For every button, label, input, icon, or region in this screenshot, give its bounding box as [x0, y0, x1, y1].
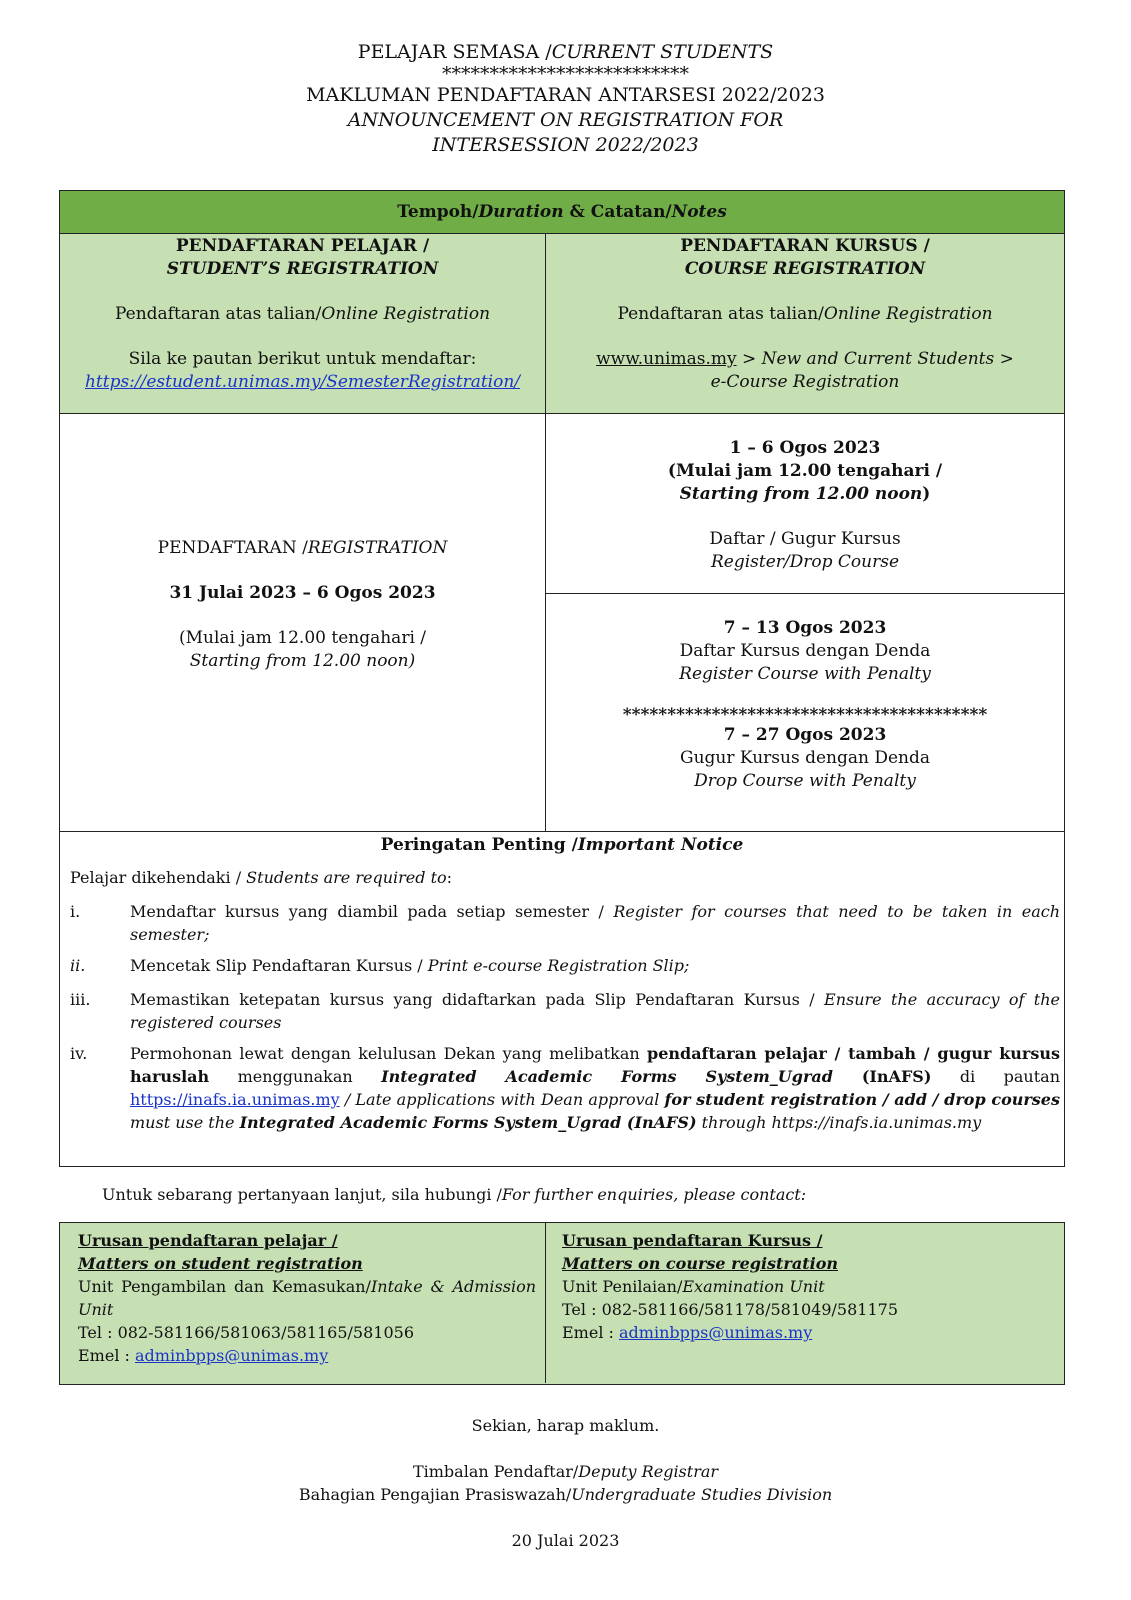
document-header [0, 40, 1131, 158]
period-2-action-en: Register Course with Penalty [679, 664, 931, 684]
email-link[interactable]: adminbpps@unimas.my [619, 1323, 813, 1342]
course-reg-title: PENDAFTARAN KURSUS / [680, 236, 930, 256]
course-reg-path: www.unimas.my > New and Current Students > [596, 349, 1014, 369]
course-reg-title-en: COURSE REGISTRATION [684, 259, 926, 279]
period-1-action-ms: Daftar / Gugur Kursus [709, 529, 901, 549]
contact-left-title: Urusan pendaftaran pelajar / [78, 1231, 338, 1250]
student-reg-title-en: STUDENT’S REGISTRATION [166, 259, 439, 279]
header-stars: ************************** [442, 63, 689, 85]
period-1-time-ms: (Mulai jam 12.00 tengahari / [667, 461, 943, 481]
inafs-link[interactable]: https://inafs.ia.unimas.my [130, 1090, 340, 1109]
course-registration-contact [562, 1229, 1052, 1344]
student-registration-cell [60, 235, 545, 394]
unimas-site-link[interactable]: www.unimas.my [596, 349, 737, 369]
email-link[interactable]: adminbpps@unimas.my [135, 1346, 329, 1365]
divider [545, 593, 1064, 594]
contact-left-title-en: Matters on student registration [78, 1254, 363, 1273]
contact-left-tel: Tel : 082-581166/581063/581165/581056 [78, 1323, 415, 1342]
signature-block [0, 1414, 1131, 1552]
student-reg-title: PENDAFTARAN PELAJAR / [175, 236, 430, 256]
registration-period-cell [60, 537, 545, 673]
announcement-title-en-2: INTERSESSION 2022/2023 [432, 134, 699, 156]
table-header-bar: Tempoh/Duration & Catatan/Notes [60, 191, 1064, 233]
registration-label: PENDAFTARAN /REGISTRATION [157, 538, 448, 558]
period-3-dates: 7 – 27 Ogos 2023 [723, 725, 887, 745]
registration-time-ms: (Mulai jam 12.00 tengahari / [178, 628, 427, 648]
contact-right-title: Urusan pendaftaran Kursus / [562, 1231, 823, 1250]
notice-title: Peringatan Penting /Important Notice [380, 835, 744, 855]
course-online-registration: Pendaftaran atas talian/Online Registration [617, 304, 993, 324]
contact-right-email: Emel : adminbpps@unimas.my [562, 1323, 813, 1342]
student-reg-instruction: Sila ke pautan berikut untuk mendaftar: [128, 349, 477, 369]
course-period-2-cell [546, 617, 1064, 793]
period-2-action-ms: Daftar Kursus dengan Denda [679, 641, 931, 661]
notice-intro: Pelajar dikehendaki / Students are required to: [70, 868, 453, 887]
student-registration-link[interactable]: https://estudent.unimas.my/SemesterRegistration/ [84, 372, 521, 392]
notice-item-number: iii. [70, 990, 91, 1009]
contact-left-email: Emel : adminbpps@unimas.my [78, 1346, 329, 1365]
course-registration-cell [546, 235, 1064, 394]
period-1-action-en: Register/Drop Course [710, 552, 900, 572]
divider [60, 233, 1064, 234]
notice-item-late-application: Permohonan lewat dengan kelulusan Dekan yang melibatkan pendaftaran pelajar / tambah / gugur kursus haruslah menggunakan Integrated Academic Forms System_Ugrad (InAFS) di pautan https://inafs.ia.unimas.my / Late applications with Dean approval for student registration / add / drop courses must use the Integrated Academic Forms System_Ugrad (InAFS) through https://inafs.ia.unimas.my [130, 1044, 1061, 1132]
notice-item: Mencetak Slip Pendaftaran Kursus / Print e-course Registration Slip; [130, 956, 690, 975]
document-date: 20 Julai 2023 [511, 1531, 620, 1550]
registration-table [59, 190, 1065, 832]
contact-right-title-en: Matters on course registration [562, 1254, 838, 1273]
contact-right-unit: Unit Penilaian/Examination Unit [562, 1277, 825, 1296]
period-1-dates: 1 – 6 Ogos 2023 [729, 438, 881, 458]
divider [545, 1223, 546, 1383]
period-3-action-en: Drop Course with Penalty [694, 771, 916, 791]
signatory-division: Bahagian Pengajian Prasiswazah/Undergraduate Studies Division [298, 1485, 833, 1504]
period-separator: ***************************************** [622, 705, 988, 725]
enquiry-line: Untuk sebarang pertanyaan lanjut, sila hubungi /For further enquiries, please contact: [102, 1185, 807, 1204]
registration-dates: 31 Julai 2023 – 6 Ogos 2023 [169, 583, 436, 603]
period-1-time-en: Starting from 12.00 noon) [679, 484, 931, 504]
period-3-action-ms: Gugur Kursus dengan Denda [679, 748, 930, 768]
closing-line: Sekian, harap maklum. [471, 1416, 660, 1435]
notice-item-number: ii. [70, 956, 86, 975]
contact-right-tel: Tel : 082-581166/581178/581049/581175 [562, 1300, 899, 1319]
header-title: PELAJAR SEMASA /CURRENT STUDENTS [357, 41, 774, 63]
announcement-title-ms: MAKLUMAN PENDAFTARAN ANTARSESI 2022/2023 [306, 84, 825, 106]
notice-item-number: iv. [70, 1044, 88, 1063]
student-registration-contact [78, 1229, 536, 1367]
announcement-title-en-1: ANNOUNCEMENT ON REGISTRATION FOR [347, 109, 784, 131]
divider [60, 413, 1064, 414]
contact-left-unit: Unit Pengambilan dan Kemasukan/Intake & Admission Unit [78, 1277, 537, 1319]
important-notice [59, 832, 1065, 1167]
period-2-dates: 7 – 13 Ogos 2023 [723, 618, 887, 638]
notice-item: Memastikan ketepatan kursus yang didaftarkan pada Slip Pendaftaran Kursus / Ensure the accuracy of the registered courses [130, 990, 1061, 1032]
course-period-1-cell [546, 437, 1064, 574]
contact-box [59, 1222, 1065, 1385]
student-online-registration: Pendaftaran atas talian/Online Registration [114, 304, 491, 324]
notice-item-number: i. [70, 902, 81, 921]
signatory-title: Timbalan Pendaftar/Deputy Registrar [412, 1462, 719, 1481]
notice-item: Mendaftar kursus yang diambil pada setiap semester / Register for courses that need to be taken in each semester; [130, 902, 1061, 944]
registration-time-en: Starting from 12.00 noon) [189, 651, 416, 671]
course-reg-path-end: e-Course Registration [710, 372, 900, 392]
